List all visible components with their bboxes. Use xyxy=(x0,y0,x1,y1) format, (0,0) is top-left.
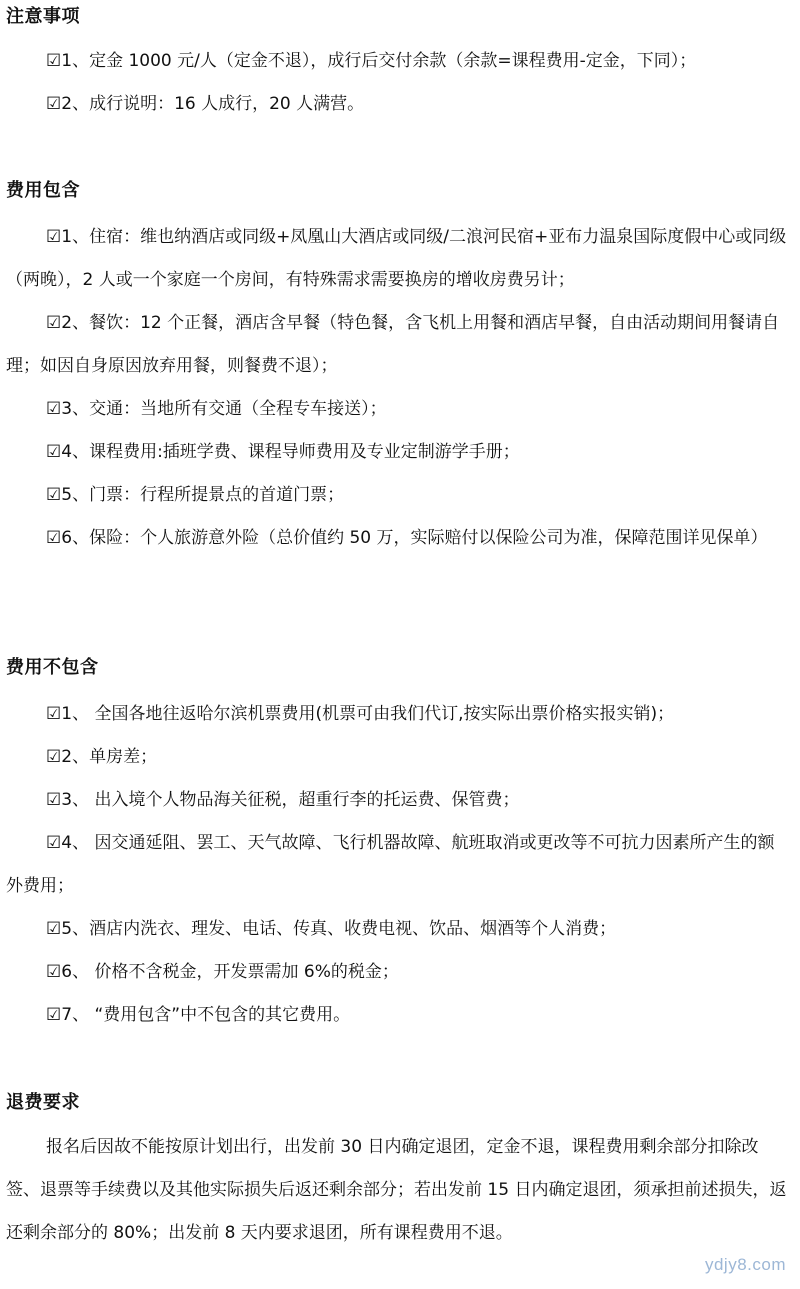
checkbox-icon: ☑ xyxy=(46,94,62,114)
checkbox-icon: ☑ xyxy=(46,704,62,724)
section-included xyxy=(6,178,790,560)
list-item: ☑4、 因交通延阻、罢工、天气故障、飞行机器故障、航班取消或更改等不可抗力因素所产生的额外费用； xyxy=(6,833,775,896)
list-item: ☑1、定金 1000 元/人（定金不退），成行后交付余款（余款=课程费用-定金，下同）； xyxy=(46,51,697,71)
list-item: ☑5、门票：行程所提景点的首道门票； xyxy=(46,485,345,505)
list-item: ☑2、餐饮：12 个正餐，酒店含早餐（特色餐，含飞机上用餐和酒店早餐，自由活动期间用餐请自理；如因自身原因放弃用餐，则餐费不退）； xyxy=(6,313,780,376)
checkbox-icon: ☑ xyxy=(46,313,62,333)
list-item: ☑3、 出入境个人物品海关征税，超重行李的托运费、保管费； xyxy=(46,790,520,810)
section-excluded xyxy=(6,655,790,1037)
checkbox-icon: ☑ xyxy=(46,1005,62,1025)
list-item: ☑2、成行说明：16 人成行，20 人满营。 xyxy=(46,94,365,114)
watermark: ydjy8.com xyxy=(704,1255,786,1274)
section-heading: 退费要求 xyxy=(6,1092,80,1113)
checkbox-icon: ☑ xyxy=(46,790,62,810)
section-heading: 注意事项 xyxy=(6,6,80,27)
list-item: ☑1、 全国各地往返哈尔滨机票费用(机票可由我们代订,按实际出票价格实报实销)； xyxy=(46,704,675,724)
list-item: ☑5、酒店内洗衣、理发、电话、传真、收费电视、饮品、烟酒等个人消费； xyxy=(46,919,617,939)
section-notes xyxy=(6,4,790,126)
checkbox-icon: ☑ xyxy=(46,962,62,982)
list-item: ☑3、交通：当地所有交通（全程专车接送）； xyxy=(46,399,387,419)
checkbox-icon: ☑ xyxy=(46,442,62,462)
list-item: ☑1、住宿：维也纳酒店或同级+凤凰山大酒店或同级/二浪河民宿+亚布力温泉国际度假中心或同级（两晚），2 人或一个家庭一个房间，有特殊需求需要换房的增收房费另计； xyxy=(6,227,787,290)
checkbox-icon: ☑ xyxy=(46,485,62,505)
section-heading: 费用包含 xyxy=(6,180,80,201)
checkbox-icon: ☑ xyxy=(46,919,62,939)
list-item: ☑4、课程费用:插班学费、课程导师费用及专业定制游学手册； xyxy=(46,442,520,462)
checkbox-icon: ☑ xyxy=(46,833,62,853)
checkbox-icon: ☑ xyxy=(46,51,62,71)
list-item: ☑7、 “费用包含”中不包含的其它费用。 xyxy=(46,1005,351,1025)
checkbox-icon: ☑ xyxy=(46,399,62,419)
checkbox-icon: ☑ xyxy=(46,227,62,247)
section-refund xyxy=(6,1090,790,1255)
checkbox-icon: ☑ xyxy=(46,528,62,548)
list-item: ☑6、保险：个人旅游意外险（总价值约 50 万，实际赔付以保险公司为准，保障范围详见保单） xyxy=(46,528,768,548)
list-item: ☑2、单房差； xyxy=(46,747,158,767)
checkbox-icon: ☑ xyxy=(46,747,62,767)
refund-paragraph: 报名后因故不能按原计划出行，出发前 30 日内确定退团，定金不退，课程费用剩余部分扣除改签、退票等手续费以及其他实际损失后返还剩余部分；若出发前 15 日内确定退团，须承担前述损失，返还剩余部分的 80%；出发前 8 天内要求退团，所有课程费用不退。 xyxy=(6,1137,787,1243)
list-item: ☑6、 价格不含税金，开发票需加 6%的税金； xyxy=(46,962,399,982)
section-heading: 费用不包含 xyxy=(6,657,99,678)
